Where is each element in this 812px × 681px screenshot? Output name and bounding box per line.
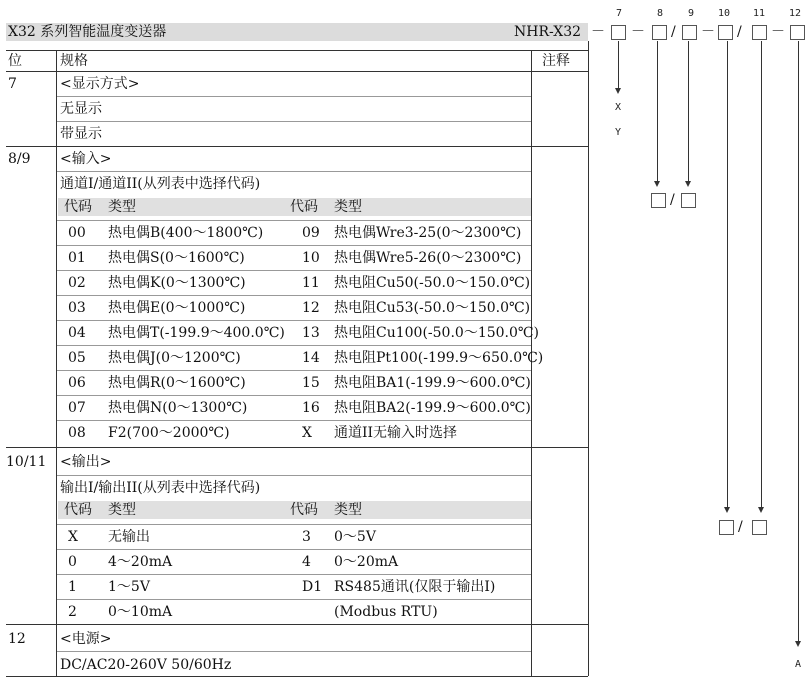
arrow-down-icon xyxy=(654,181,660,187)
code-box-8[interactable] xyxy=(652,25,667,40)
table-row-type: 热电偶R(0～1600℃) xyxy=(108,375,246,391)
table-row-code: 06 xyxy=(68,375,86,391)
code-position-9: 9 xyxy=(688,8,695,19)
connector-line-7 xyxy=(618,41,619,90)
table-row-code: 1 xyxy=(68,579,77,595)
code-dash: － xyxy=(631,24,645,40)
table-row-code: 13 xyxy=(302,325,320,341)
input-heading: <输入> xyxy=(60,151,112,167)
table-row-type: 热电偶Wre3-25(0～2300℃) xyxy=(334,225,522,241)
table-row-type: 热电偶K(0～1300℃) xyxy=(108,275,246,291)
code-position-12: 12 xyxy=(789,8,802,19)
code-dash: － xyxy=(771,24,785,40)
code-dash: － xyxy=(701,24,715,40)
output-heading: <输出> xyxy=(60,454,112,470)
rule xyxy=(588,41,589,676)
table-row-type: 热电偶Wre5-26(0～2300℃) xyxy=(334,250,522,266)
table-row-type: 4～20mA xyxy=(108,554,173,570)
table-row-code: 2 xyxy=(68,604,77,620)
code-box-10[interactable] xyxy=(718,25,733,40)
table-row-type: F2(700～2000℃) xyxy=(108,425,230,441)
table-row-code: 02 xyxy=(68,275,86,291)
input-subtitle: 通道I/通道II(从列表中选择代码) xyxy=(60,176,261,192)
table-row-type: 1～5V xyxy=(108,579,150,595)
connector-line-10 xyxy=(727,41,728,509)
code-box-7[interactable] xyxy=(611,25,626,40)
table-row-code: D1 xyxy=(302,579,323,595)
power-option: DC/AC20-260V 50/60Hz xyxy=(60,657,232,673)
code-position-8: 8 xyxy=(657,8,664,19)
input-code-box-2[interactable] xyxy=(681,193,696,208)
code-box-9[interactable] xyxy=(682,25,697,40)
code-y: Y xyxy=(615,127,622,138)
position-7: 7 xyxy=(8,76,17,92)
output-col-type: 类型 xyxy=(108,502,136,518)
code-x: X xyxy=(615,102,622,113)
table-row-code: X xyxy=(68,529,78,545)
input-code-slash: / xyxy=(670,192,675,208)
rule xyxy=(56,345,531,346)
table-row-code: 10 xyxy=(302,250,320,266)
position-12: 12 xyxy=(8,631,26,647)
table-row-code: X xyxy=(302,425,312,441)
table-row-type: 0～10mA xyxy=(108,604,173,620)
rule xyxy=(6,146,588,147)
connector-line-12 xyxy=(798,41,799,643)
rule xyxy=(6,50,588,51)
table-row-type: 热电偶J(0～1200℃) xyxy=(108,350,241,366)
table-row-code: 12 xyxy=(302,300,320,316)
table-row-type: 热电阻Cu53(-50.0～150.0℃) xyxy=(334,300,531,316)
table-row-type: 0～20mA xyxy=(334,554,399,570)
rule xyxy=(56,651,531,652)
rule xyxy=(56,475,531,476)
output-col-code: 代码 xyxy=(290,502,318,518)
table-row-type: 热电偶E(0～1000℃) xyxy=(108,300,246,316)
code-dash: － xyxy=(591,24,605,40)
position-8-9: 8/9 xyxy=(8,151,31,167)
rule xyxy=(56,121,531,122)
display-mode-heading: <显示方式> xyxy=(60,76,140,92)
table-row-code: 4 xyxy=(302,554,311,570)
rule xyxy=(6,676,588,677)
table-row-code: 04 xyxy=(68,325,86,341)
connector-line-11 xyxy=(761,41,762,509)
table-row-type: 无输出 xyxy=(108,529,150,545)
arrow-down-icon xyxy=(615,88,621,94)
rule xyxy=(56,50,57,676)
output-subtitle: 输出I/输出II(从列表中选择代码) xyxy=(60,480,261,496)
table-row-code: 09 xyxy=(302,225,320,241)
table-row-code: 14 xyxy=(302,350,320,366)
rule xyxy=(56,270,531,271)
input-col-code: 代码 xyxy=(64,199,92,215)
column-header-spec: 规格 xyxy=(60,53,88,69)
table-row-code: 11 xyxy=(302,275,320,291)
display-option-none: 无显示 xyxy=(60,101,102,117)
rule xyxy=(56,599,531,600)
rule xyxy=(56,420,531,421)
code-slash: / xyxy=(737,24,742,40)
rule xyxy=(6,71,588,72)
output-code-box-2[interactable] xyxy=(752,520,767,535)
column-header-note: 注释 xyxy=(542,53,570,69)
table-row-type: 热电偶N(0～1300℃) xyxy=(108,400,248,416)
arrow-down-icon xyxy=(795,641,801,647)
rule xyxy=(56,171,531,172)
table-row-type: (Modbus RTU) xyxy=(334,604,438,620)
table-row-code: 16 xyxy=(302,400,320,416)
table-row-type: 热电阻Pt100(-199.9～650.0℃) xyxy=(334,350,544,366)
rule xyxy=(56,524,531,525)
input-col-code: 代码 xyxy=(290,199,318,215)
output-code-box-1[interactable] xyxy=(719,520,734,535)
position-10-11: 10/11 xyxy=(6,454,47,470)
rule xyxy=(6,624,588,625)
table-row-code: 03 xyxy=(68,300,86,316)
output-code-slash: / xyxy=(738,519,743,535)
connector-line-9 xyxy=(688,41,689,183)
table-row-code: 3 xyxy=(302,529,311,545)
code-box-11[interactable] xyxy=(752,25,767,40)
code-position-7: 7 xyxy=(616,8,623,19)
rule xyxy=(56,245,531,246)
display-option-with: 带显示 xyxy=(60,126,102,142)
code-a: A xyxy=(795,659,802,670)
table-row-type: 热电偶T(-199.9～400.0℃) xyxy=(108,325,285,341)
table-row-type: 热电阻BA1(-199.9～600.0℃) xyxy=(334,375,531,391)
product-title: X32 系列智能温度变送器 xyxy=(8,24,167,40)
arrow-down-icon xyxy=(685,181,691,187)
table-row-code: 15 xyxy=(302,375,320,391)
table-row-type: 热电阻Cu100(-50.0～150.0℃) xyxy=(334,325,540,341)
rule xyxy=(6,447,588,448)
code-position-11: 11 xyxy=(753,8,766,19)
input-col-type: 类型 xyxy=(108,199,136,215)
code-slash: / xyxy=(671,24,676,40)
output-col-code: 代码 xyxy=(64,502,92,518)
table-row-type: RS485通讯(仅限于输出Ⅰ) xyxy=(334,579,496,595)
rule xyxy=(56,295,531,296)
power-heading: <电源> xyxy=(60,631,112,647)
code-position-10: 10 xyxy=(718,8,731,19)
table-row-code: 05 xyxy=(68,350,86,366)
arrow-down-icon xyxy=(758,507,764,513)
output-col-type: 类型 xyxy=(334,502,362,518)
table-row-code: 07 xyxy=(68,400,86,416)
rule xyxy=(56,96,531,97)
input-code-box-1[interactable] xyxy=(651,193,666,208)
column-header-position: 位 xyxy=(8,53,22,69)
rule xyxy=(56,549,531,550)
table-row-type: 热电阻Cu50(-50.0～150.0℃) xyxy=(334,275,531,291)
table-row-code: 08 xyxy=(68,425,86,441)
table-row-code: 01 xyxy=(68,250,86,266)
table-row-type: 0～5V xyxy=(334,529,376,545)
table-row-type: 热电偶S(0～1600℃) xyxy=(108,250,245,266)
arrow-down-icon xyxy=(724,507,730,513)
table-row-type: 热电偶B(400～1800℃) xyxy=(108,225,264,241)
table-row-type: 通道II无输入时选择 xyxy=(334,425,458,441)
code-box-12[interactable] xyxy=(790,25,805,40)
rule xyxy=(56,320,531,321)
connector-line-8 xyxy=(657,41,658,183)
model-number: NHR-X32 xyxy=(514,24,582,40)
rule xyxy=(56,370,531,371)
table-row-code: 00 xyxy=(68,225,86,241)
input-col-type: 类型 xyxy=(334,199,362,215)
table-row-code: 0 xyxy=(68,554,77,570)
rule xyxy=(56,220,531,221)
rule xyxy=(56,574,531,575)
table-row-type: 热电阻BA2(-199.9～600.0℃) xyxy=(334,400,531,416)
rule xyxy=(56,395,531,396)
